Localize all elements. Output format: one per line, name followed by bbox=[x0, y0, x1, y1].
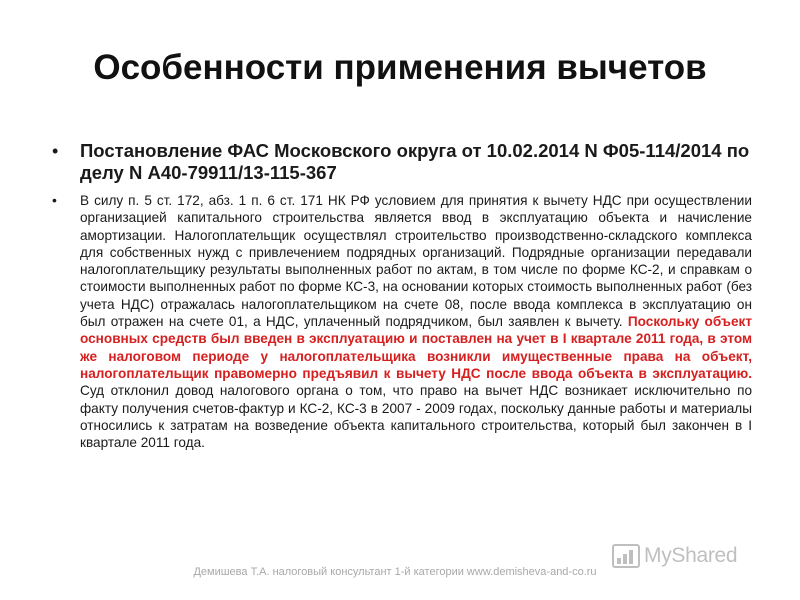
slide-title: Особенности применения вычетов bbox=[93, 48, 707, 87]
explanation-paragraph bbox=[80, 192, 752, 451]
footer-credit: Демишева Т.А. налоговый консультант 1-й категории www.demisheva-and-co.ru bbox=[193, 566, 597, 578]
explanation-emphasis: Поскольку объект основных средств был введен в эксплуатацию и поставлен на учет в I квартале 2011 года, в этом же налоговом периоде у налогоплательщика возникли имущественные права на объект, налогоплательщик правомерно предъявил к вычету НДС после ввода объекта в эксплуатацию. bbox=[80, 314, 752, 381]
explanation-intro: В силу п. 5 ст. 172, абз. 1 п. 6 ст. 171 НК РФ условием для принятия к вычету НДС при осуществлении организацией капитального строительства является ввод в эксплуатацию объекта и начисление амортизации. Налогоплательщик осуществлял строительство производственно-складского комплекса для собственных нужд с привлечением подрядных организаций. Подрядные организации передавали налогоплательщику результаты выполненных работ по актам, в том числе по форме КС-2, и справкам о стоимости выполненных работ по форме КС-3, на основании которых стоимость выполненных работ (без учета НДС) отражалась налогоплательщиком на счете 08, после ввода комплекса в эксплуатацию он был отражен на счете 01, а НДС, уплаченный подрядчиком, был заявлен к вычету. bbox=[80, 193, 752, 330]
bullet-dot-icon: • bbox=[52, 141, 59, 161]
ruling-heading: Постановление ФАС Московского округа от 10.02.2014 N Ф05-114/2014 по делу N А40-79911/13-115-367 bbox=[80, 140, 750, 183]
myshared-logo-icon bbox=[612, 542, 640, 570]
watermark bbox=[612, 540, 737, 572]
bullet-dot-icon: • bbox=[52, 192, 57, 208]
watermark-text: MyShared bbox=[644, 544, 738, 567]
bullet-item-explanation bbox=[52, 192, 752, 451]
explanation-outro: Суд отклонил довод налогового органа о том, что право на вычет НДС возникает исключительно по факту получения счетов-фактур и КС-2, КС-3 в 2007 - 2009 годах, поскольку данные работы и материалы относились к затратам на возведение объекта капитального строительства, который был закончен в I квартале 2011 года. bbox=[80, 383, 752, 451]
bullet-list bbox=[52, 140, 752, 451]
bullet-item-ruling bbox=[52, 140, 752, 184]
